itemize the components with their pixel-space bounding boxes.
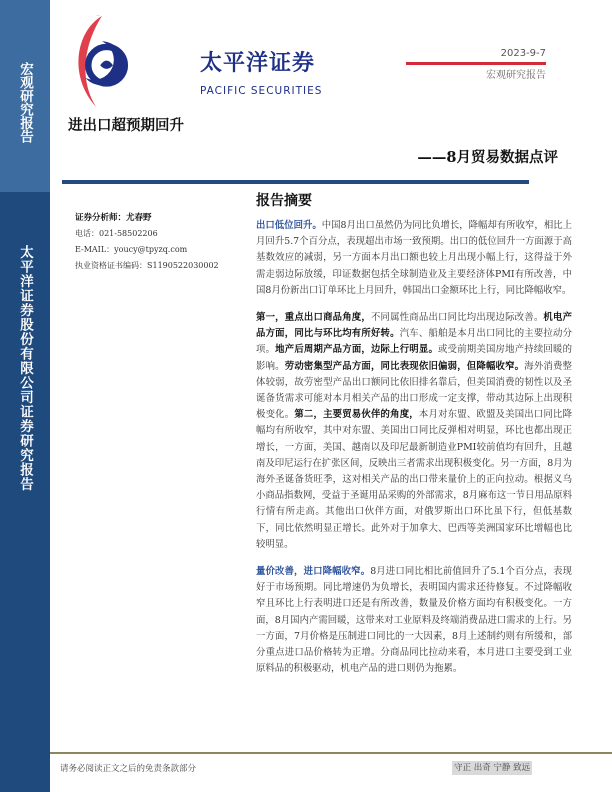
report-type: 宏观研究报告	[486, 70, 546, 81]
report-date: 2023-9-7	[500, 48, 546, 59]
analyst-license: 执业资格证书编码：S1190522030002	[75, 261, 219, 270]
paragraph-text: 中国8月出口虽然仍为同比负增长，降幅却有所收窄，相比上月回升5.7个百分点，表现超出市场一致预期。出口的低位回升一方面源于高基数效应的减弱，另一方面本月出口额也较上月出现小幅上行，这得益于外需走弱边际放缓，印证数据包括全球制造业及主要经济体PMI有所改善，中国8月份新出口订单环比上月回升，韩国出口金额环比上行，同比降幅收窄。	[256, 220, 572, 296]
report-summary	[256, 192, 572, 688]
title-divider	[62, 180, 529, 184]
company-logo	[62, 14, 323, 110]
report-subtitle: ——8月贸易数据点评	[417, 149, 558, 166]
sidebar	[0, 0, 50, 792]
text-segment: 海外消费整体较弱，故劳密型产品出口额同比依旧排名靠后，但美国消费的韧性以及圣诞备货需求可能对本月相关产品的出口形成一定支撑，带动其边际上出现积极变化。	[256, 360, 572, 421]
paragraph-lead: 出口低位回升。	[256, 220, 322, 231]
summary-paragraph-exports	[256, 218, 572, 299]
summary-paragraph-imports	[256, 564, 572, 677]
summary-paragraph-details	[256, 310, 572, 553]
text-segment: 汽车、船舶是本月出口同比的主要拉动分项。	[256, 328, 572, 356]
analyst-phone: 电话：021-58502206	[75, 229, 158, 238]
footer-disclaimer: 请务必阅读正文之后的免责条款部分	[60, 764, 197, 774]
sidebar-report-type: 宏观研究报告	[17, 62, 33, 143]
bold-segment: 第二，主要贸易伙伴的角度，	[294, 409, 419, 421]
paragraph-lead: 量价改善，进口降幅收窄。	[256, 566, 371, 578]
text-segment: 不同属性商品出口同比均出现边际改善。	[370, 312, 544, 324]
logo-cn-text: 太平洋证券	[200, 51, 316, 76]
analyst-info	[75, 210, 245, 274]
bold-segment: 机电产品方面，同比与环比均有所好转。	[256, 312, 572, 340]
bold-segment: 劳动密集型产品方面，同比表现依旧偏弱，但降幅收窄。	[284, 360, 525, 372]
text-segment: 本月对东盟、欧盟及美国出口同比降幅均有所收窄，其中对东盟、美国出口同比反弹相对明显，环比也都出现正增长，一方面，美国、越南以及印尼最新制造业PMI较前值均有回升，且越南及印尼运行在扩张区间，反映出三者需求出现积极变化。另一方面，8月为海外圣诞备货旺季，这对相关产品的出口带来量价上的正向拉动。根据义乌小商品指数网，受益于圣诞用品采购的外部需求，8月麻布这一节日用品原料行情有所走高。其他出口伙伴方面，对俄罗斯出口环比虽下行，但低基数下，同比依然明显正增长。此外对于加拿大、巴西等美洲国家环比增幅也比较明显。	[256, 409, 572, 550]
report-title: 进出口超预期回升	[68, 117, 184, 134]
summary-heading: 报告摘要	[256, 193, 312, 209]
sidebar-company-label: 太平洋证券股份有限公司证券研究报告	[17, 245, 33, 492]
footer-motto: 守正 出奇 宁静 致远	[454, 763, 531, 773]
logo-emblem-icon	[62, 14, 142, 110]
analyst-email: E-MAIL：youcy@tpyzq.com	[75, 245, 188, 254]
header-red-divider	[406, 62, 546, 65]
logo-en-text: PACIFIC SECURITIES	[200, 85, 323, 97]
text-segment: 或受前期美国房地产持续回暖的影响。	[256, 344, 572, 372]
footer-divider	[50, 752, 612, 754]
paragraph-text: 8月进口同比相比前值回升了5.1个百分点，表现好于市场预期。同比增速仍为负增长，表明国内需求还待修复。不过降幅收窄且环比上行表明进口还是有所改善，数量及价格方面均有积极变化。一方面，8月国内产需回暖，这带来对工业原料及终端消费品进口需求的上行。另一方面，7月价格是压制进口同比的一大因素，8月上述制约则有所缓和，部分重点进口品价格转为正增。分商品同比拉动来看，本月进口主要受到工业原料品的积极驱动，机电产品的进口则仍为拖累。	[256, 566, 572, 675]
bold-segment: 第一，重点出口商品角度，	[256, 312, 371, 324]
bold-segment: 地产后周期产品方面，边际上行明显。	[275, 344, 439, 356]
analyst-name: 证券分析师：尤春野	[75, 213, 152, 223]
